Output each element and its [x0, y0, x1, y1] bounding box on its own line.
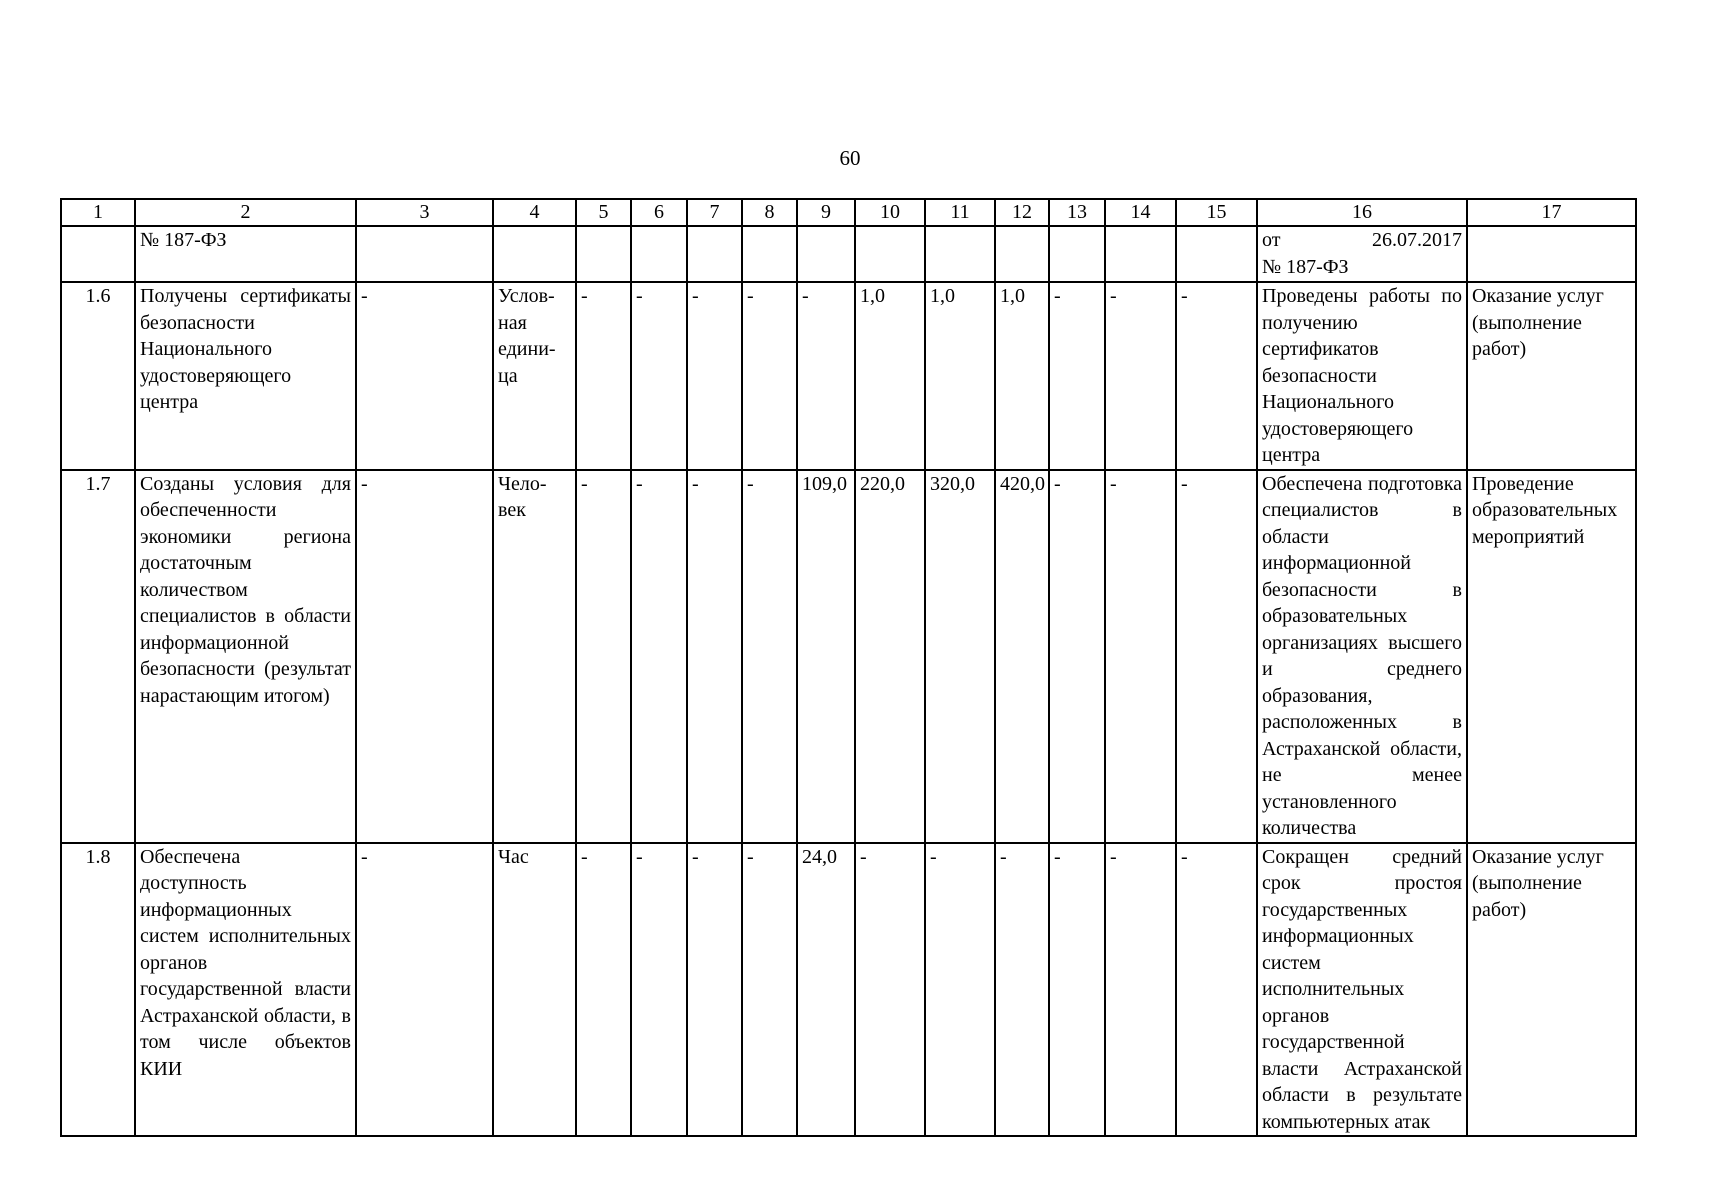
table-cell	[995, 226, 1049, 282]
header-cell: 6	[631, 199, 687, 226]
unit-line: Час	[498, 845, 529, 868]
table-cell: -	[1049, 282, 1105, 470]
row-result: Проведены работы по получению сертификатов безопасности Национального удостоверяющего центра	[1257, 282, 1467, 470]
law-number: № 187-ФЗ	[1262, 255, 1349, 278]
row-type: Проведение образовательных мероприятий	[1467, 470, 1636, 843]
header-cell: 5	[576, 199, 631, 226]
table-cell	[493, 226, 576, 282]
table-row	[61, 470, 1636, 843]
header-cell: 7	[687, 199, 742, 226]
header-cell: 8	[742, 199, 797, 226]
table-cell: -	[742, 470, 797, 843]
unit-line: Чело-	[498, 472, 547, 495]
table-cell: -	[631, 843, 687, 1137]
law-date-line	[1262, 227, 1462, 254]
table-cell: -	[631, 470, 687, 843]
header-cell: 14	[1105, 199, 1176, 226]
header-cell: 3	[356, 199, 493, 226]
table-cell: -	[855, 843, 925, 1137]
header-cell: 1	[61, 199, 135, 226]
header-cell: 13	[1049, 199, 1105, 226]
table-cell	[61, 226, 135, 282]
table-cell: -	[356, 470, 493, 843]
table-cell: -	[1176, 282, 1257, 470]
unit-cell	[493, 843, 576, 1137]
header-cell: 9	[797, 199, 855, 226]
table-cell: -	[1176, 843, 1257, 1137]
table-cell: -	[1049, 470, 1105, 843]
page-number: 60	[839, 146, 861, 170]
table-row	[61, 282, 1636, 470]
table-cell: -	[356, 282, 493, 470]
table-cell: 1,0	[925, 282, 995, 470]
header-row	[61, 199, 1636, 226]
table-cell: 220,0	[855, 470, 925, 843]
table-cell	[631, 226, 687, 282]
table-cell: -	[576, 282, 631, 470]
table-cell: 1,0	[855, 282, 925, 470]
table-cell	[1257, 226, 1467, 282]
header-cell: 15	[1176, 199, 1257, 226]
table-cell	[576, 226, 631, 282]
header-cell: 2	[135, 199, 356, 226]
table-cell	[687, 226, 742, 282]
table-cell	[742, 226, 797, 282]
row-type: Оказание услуг (выполнение работ)	[1467, 282, 1636, 470]
row-name: Обеспечена доступность информационных систем исполнительных органов государственной власти Астраханской области, в том числе объектов КИИ	[135, 843, 356, 1137]
table-cell	[1049, 226, 1105, 282]
table-cell: -	[631, 282, 687, 470]
row-type: Оказание услуг (выполнение работ)	[1467, 843, 1636, 1137]
table-cell: -	[576, 470, 631, 843]
row-number: 1.7	[61, 470, 135, 843]
table-cell: -	[1176, 470, 1257, 843]
table-cell	[1467, 226, 1636, 282]
continuation-row	[61, 226, 1636, 282]
unit-cell	[493, 470, 576, 843]
table-cell: -	[356, 843, 493, 1137]
table-cell: -	[576, 843, 631, 1137]
table-cell: -	[1049, 843, 1105, 1137]
unit-line: век	[498, 499, 526, 521]
table-cell: -	[687, 470, 742, 843]
row-number: 1.8	[61, 843, 135, 1137]
table-cell: -	[687, 843, 742, 1137]
header-cell: 12	[995, 199, 1049, 226]
table-cell: -	[1105, 282, 1176, 470]
unit-line: едини-	[498, 338, 556, 360]
unit-cell	[493, 282, 576, 470]
table-cell: -	[1105, 843, 1176, 1137]
table-cell: -	[797, 282, 855, 470]
table-cell: № 187-ФЗ	[135, 226, 356, 282]
row-name: Созданы условия для обеспеченности экономики региона достаточным количеством специалистов в области информационной безопасности (результат нарастающим итогом)	[135, 470, 356, 843]
row-result: Сокращен средний срок простоя государственных информационных систем исполнительных органов государственной власти Астраханской области в результате компьютерных атак	[1257, 843, 1467, 1137]
table-cell: 420,0	[995, 470, 1049, 843]
table-cell: -	[742, 843, 797, 1137]
row-result: Обеспечена подготовка специалистов в области информационной безопасности в образовательных организациях высшего и среднего образования, расположенных в Астраханской области, не менее установленного количества	[1257, 470, 1467, 843]
table-cell	[925, 226, 995, 282]
row-name: Получены сертификаты безопасности Национального удостоверяющего центра	[135, 282, 356, 470]
unit-line: ная	[498, 311, 527, 334]
unit-line: Услов-	[498, 285, 555, 307]
unit-line: ца	[498, 364, 518, 387]
table-cell: -	[1105, 470, 1176, 843]
indicators-table	[60, 198, 1637, 1137]
law-prefix: от	[1262, 229, 1281, 251]
table-cell: 1,0	[995, 282, 1049, 470]
table-cell: -	[687, 282, 742, 470]
law-date: 26.07.2017	[1372, 229, 1462, 251]
table-cell: -	[742, 282, 797, 470]
table-cell: 24,0	[797, 843, 855, 1137]
table-cell	[1105, 226, 1176, 282]
row-number: 1.6	[61, 282, 135, 470]
table-cell: 109,0	[797, 470, 855, 843]
header-cell: 4	[493, 199, 576, 226]
table-cell: -	[925, 843, 995, 1137]
header-cell: 11	[925, 199, 995, 226]
table-cell: -	[995, 843, 1049, 1137]
table-row	[61, 843, 1636, 1137]
table-cell	[797, 226, 855, 282]
table-cell: 320,0	[925, 470, 995, 843]
table-cell	[855, 226, 925, 282]
header-cell: 16	[1257, 199, 1467, 226]
table-cell	[356, 226, 493, 282]
table-cell	[1176, 226, 1257, 282]
header-cell: 10	[855, 199, 925, 226]
header-cell: 17	[1467, 199, 1636, 226]
